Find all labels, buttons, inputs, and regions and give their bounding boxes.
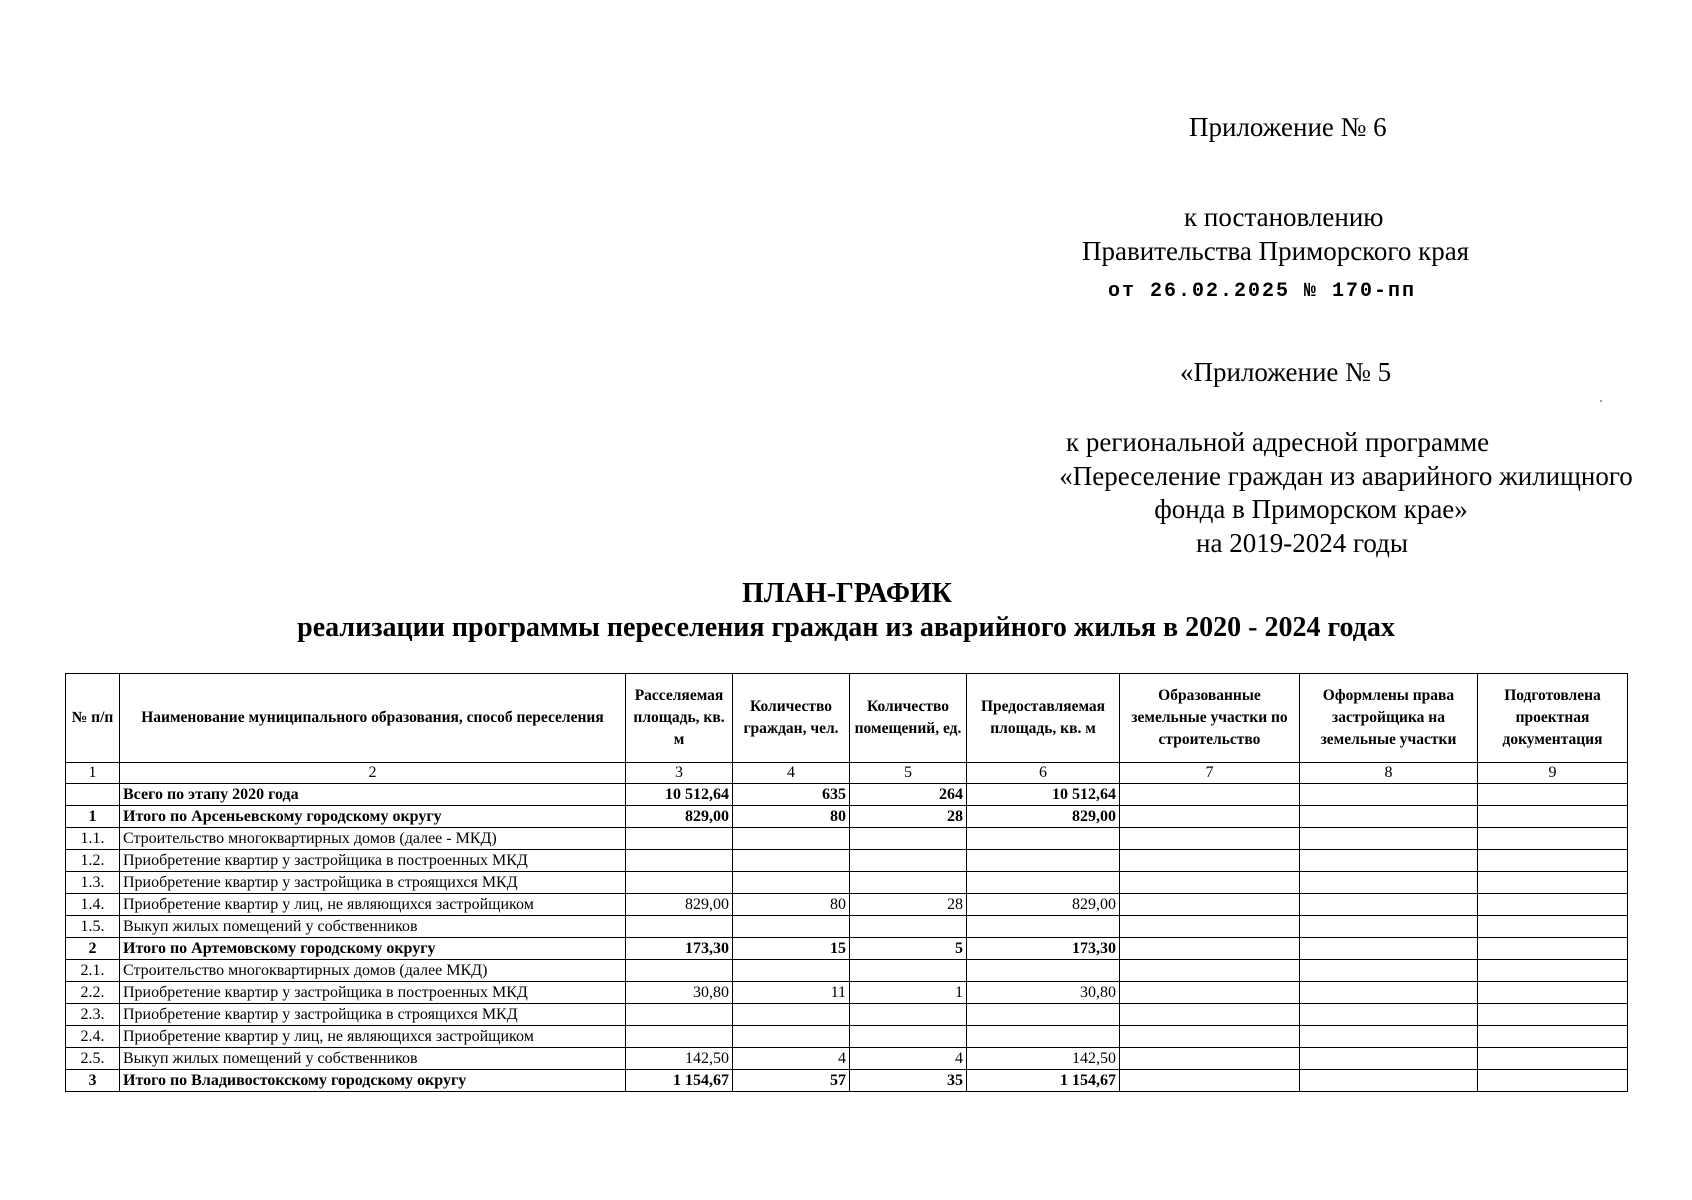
appendix-label: Приложение № 6	[1189, 112, 1387, 142]
row-developer-rights	[1300, 806, 1478, 828]
program-line-3: фонда в Приморском крае»	[1154, 494, 1468, 524]
row-resettled-area	[626, 1004, 733, 1026]
row-developer-rights	[1300, 850, 1478, 872]
row-provided-area: 142,50	[967, 1048, 1120, 1070]
table-row	[66, 960, 1628, 982]
row-provided-area: 10 512,64	[967, 784, 1120, 806]
table-header-row	[66, 674, 1628, 763]
row-land-plots	[1120, 872, 1300, 894]
row-name: Итого по Владивостокскому городскому округу	[120, 1070, 626, 1092]
row-rooms: 28	[850, 894, 967, 916]
row-resettled-area: 30,80	[626, 982, 733, 1004]
row-number: 1	[66, 806, 120, 828]
row-land-plots	[1120, 938, 1300, 960]
row-project-docs	[1478, 850, 1628, 872]
plan-title: ПЛАН-ГРАФИК	[742, 578, 952, 609]
row-provided-area: 30,80	[967, 982, 1120, 1004]
row-resettled-area: 10 512,64	[626, 784, 733, 806]
row-number: 2.3.	[66, 1004, 120, 1026]
row-project-docs	[1478, 806, 1628, 828]
row-number: 1.1.	[66, 828, 120, 850]
header-project-docs: Подготовлена проектная документация	[1478, 674, 1628, 763]
row-rooms: 28	[850, 806, 967, 828]
row-rooms: 4	[850, 1048, 967, 1070]
row-name: Приобретение квартир у лиц, не являющихся застройщиком	[120, 1026, 626, 1048]
row-project-docs	[1478, 872, 1628, 894]
row-land-plots	[1120, 828, 1300, 850]
resolution-line: к постановлению	[1184, 202, 1384, 232]
table-row	[66, 872, 1628, 894]
table-row	[66, 850, 1628, 872]
row-developer-rights	[1300, 1004, 1478, 1026]
row-citizens: 80	[733, 894, 850, 916]
row-resettled-area	[626, 916, 733, 938]
row-project-docs	[1478, 1026, 1628, 1048]
row-land-plots	[1120, 1070, 1300, 1092]
header-municipality: Наименование муниципального образования, способ переселения	[120, 674, 626, 763]
header-resettled-area: Расселяемая площадь, кв. м	[626, 674, 733, 763]
row-resettled-area: 829,00	[626, 806, 733, 828]
row-number: 2	[66, 938, 120, 960]
row-developer-rights	[1300, 872, 1478, 894]
row-land-plots	[1120, 850, 1300, 872]
row-number: 1.2.	[66, 850, 120, 872]
column-number-row	[66, 763, 1628, 784]
row-provided-area	[967, 850, 1120, 872]
row-land-plots	[1120, 784, 1300, 806]
row-number: 1.5.	[66, 916, 120, 938]
row-provided-area: 829,00	[967, 894, 1120, 916]
row-number: 2.2.	[66, 982, 120, 1004]
row-project-docs	[1478, 1004, 1628, 1026]
row-project-docs	[1478, 784, 1628, 806]
table-row	[66, 806, 1628, 828]
row-rooms: 264	[850, 784, 967, 806]
row-developer-rights	[1300, 916, 1478, 938]
row-provided-area	[967, 828, 1120, 850]
row-citizens: 57	[733, 1070, 850, 1092]
row-developer-rights	[1300, 894, 1478, 916]
row-resettled-area: 829,00	[626, 894, 733, 916]
table-row	[66, 784, 1628, 806]
row-number: 1.4.	[66, 894, 120, 916]
header-developer-rights: Оформлены права застройщика на земельные участки	[1300, 674, 1478, 763]
scan-speck	[1600, 400, 1602, 402]
column-number: 9	[1478, 763, 1628, 784]
row-number: 2.1.	[66, 960, 120, 982]
table-row	[66, 982, 1628, 1004]
row-citizens	[733, 1004, 850, 1026]
row-provided-area: 829,00	[967, 806, 1120, 828]
row-resettled-area	[626, 828, 733, 850]
row-number: 1.3.	[66, 872, 120, 894]
row-developer-rights	[1300, 1070, 1478, 1092]
row-rooms: 5	[850, 938, 967, 960]
row-name: Приобретение квартир у застройщика в построенных МКД	[120, 850, 626, 872]
row-citizens	[733, 850, 850, 872]
original-appendix-label: «Приложение № 5	[1180, 357, 1392, 387]
row-project-docs	[1478, 828, 1628, 850]
row-citizens	[733, 828, 850, 850]
row-project-docs	[1478, 1070, 1628, 1092]
row-name: Выкуп жилых помещений у собственников	[120, 916, 626, 938]
row-rooms: 35	[850, 1070, 967, 1092]
row-provided-area: 1 154,67	[967, 1070, 1120, 1092]
table-row	[66, 1048, 1628, 1070]
row-resettled-area	[626, 960, 733, 982]
plan-subtitle: реализации программы переселения граждан из аварийного жилья в 2020 - 2024 годах	[297, 612, 1395, 643]
row-provided-area	[967, 872, 1120, 894]
program-line-4: на 2019-2024 годы	[1196, 528, 1408, 558]
row-rooms	[850, 1004, 967, 1026]
table-row	[66, 1004, 1628, 1026]
row-developer-rights	[1300, 1026, 1478, 1048]
row-project-docs	[1478, 960, 1628, 982]
row-developer-rights	[1300, 960, 1478, 982]
column-number: 4	[733, 763, 850, 784]
row-number: 2.4.	[66, 1026, 120, 1048]
row-resettled-area: 142,50	[626, 1048, 733, 1070]
table-row	[66, 916, 1628, 938]
row-rooms	[850, 828, 967, 850]
program-line-1: к региональной адресной программе	[1066, 427, 1490, 457]
row-name: Строительство многоквартирных домов (далее - МКД)	[120, 828, 626, 850]
column-number: 6	[967, 763, 1120, 784]
table-row	[66, 1026, 1628, 1048]
row-provided-area	[967, 960, 1120, 982]
row-land-plots	[1120, 1026, 1300, 1048]
table-row	[66, 938, 1628, 960]
table-row	[66, 1070, 1628, 1092]
column-number: 5	[850, 763, 967, 784]
row-land-plots	[1120, 806, 1300, 828]
row-provided-area	[967, 916, 1120, 938]
row-citizens: 15	[733, 938, 850, 960]
header-citizens: Количество граждан, чел.	[733, 674, 850, 763]
column-number: 3	[626, 763, 733, 784]
column-number: 1	[66, 763, 120, 784]
row-developer-rights	[1300, 828, 1478, 850]
row-rooms	[850, 916, 967, 938]
date-line: от 26.02.2025 № 170-пп	[1108, 280, 1417, 303]
column-number: 8	[1300, 763, 1478, 784]
row-resettled-area	[626, 1026, 733, 1048]
row-land-plots	[1120, 1004, 1300, 1026]
row-project-docs	[1478, 938, 1628, 960]
row-citizens: 11	[733, 982, 850, 1004]
row-land-plots	[1120, 960, 1300, 982]
row-land-plots	[1120, 982, 1300, 1004]
row-resettled-area	[626, 872, 733, 894]
row-rooms	[850, 1026, 967, 1048]
row-citizens	[733, 960, 850, 982]
row-name: Выкуп жилых помещений у собственников	[120, 1048, 626, 1070]
row-land-plots	[1120, 916, 1300, 938]
header-land-plots: Образованные земельные участки по строительство	[1120, 674, 1300, 763]
row-name: Приобретение квартир у застройщика в строящихся МКД	[120, 872, 626, 894]
government-line: Правительства Приморского края	[1082, 236, 1470, 266]
row-number: 3	[66, 1070, 120, 1092]
row-project-docs	[1478, 982, 1628, 1004]
row-provided-area: 173,30	[967, 938, 1120, 960]
row-land-plots	[1120, 1048, 1300, 1070]
row-developer-rights	[1300, 982, 1478, 1004]
plan-table	[65, 673, 1628, 1092]
row-land-plots	[1120, 894, 1300, 916]
row-rooms: 1	[850, 982, 967, 1004]
row-project-docs	[1478, 1048, 1628, 1070]
row-name: Итого по Артемовскому городскому округу	[120, 938, 626, 960]
header-rooms: Количество помещений, ед.	[850, 674, 967, 763]
row-developer-rights	[1300, 938, 1478, 960]
row-developer-rights	[1300, 784, 1478, 806]
row-citizens	[733, 872, 850, 894]
row-project-docs	[1478, 894, 1628, 916]
row-citizens	[733, 1026, 850, 1048]
row-rooms	[850, 872, 967, 894]
row-name: Всего по этапу 2020 года	[120, 784, 626, 806]
row-resettled-area: 173,30	[626, 938, 733, 960]
row-resettled-area	[626, 850, 733, 872]
row-name: Итого по Арсеньевскому городскому округу	[120, 806, 626, 828]
row-developer-rights	[1300, 1048, 1478, 1070]
row-provided-area	[967, 1004, 1120, 1026]
row-project-docs	[1478, 916, 1628, 938]
column-number: 2	[120, 763, 626, 784]
row-name: Приобретение квартир у лиц, не являющихся застройщиком	[120, 894, 626, 916]
column-number: 7	[1120, 763, 1300, 784]
row-resettled-area: 1 154,67	[626, 1070, 733, 1092]
row-name: Строительство многоквартирных домов (далее МКД)	[120, 960, 626, 982]
row-name: Приобретение квартир у застройщика в построенных МКД	[120, 982, 626, 1004]
row-provided-area	[967, 1026, 1120, 1048]
table-row	[66, 828, 1628, 850]
row-citizens: 4	[733, 1048, 850, 1070]
row-rooms	[850, 960, 967, 982]
row-number: 2.5.	[66, 1048, 120, 1070]
row-name: Приобретение квартир у застройщика в строящихся МКД	[120, 1004, 626, 1026]
table-row	[66, 894, 1628, 916]
row-citizens: 635	[733, 784, 850, 806]
row-rooms	[850, 850, 967, 872]
header-provided-area: Предоставляемая площадь, кв. м	[967, 674, 1120, 763]
row-citizens: 80	[733, 806, 850, 828]
program-line-2: «Переселение граждан из аварийного жилищного	[1059, 461, 1633, 491]
header-number: № п/п	[66, 674, 120, 763]
row-citizens	[733, 916, 850, 938]
row-number	[66, 784, 120, 806]
